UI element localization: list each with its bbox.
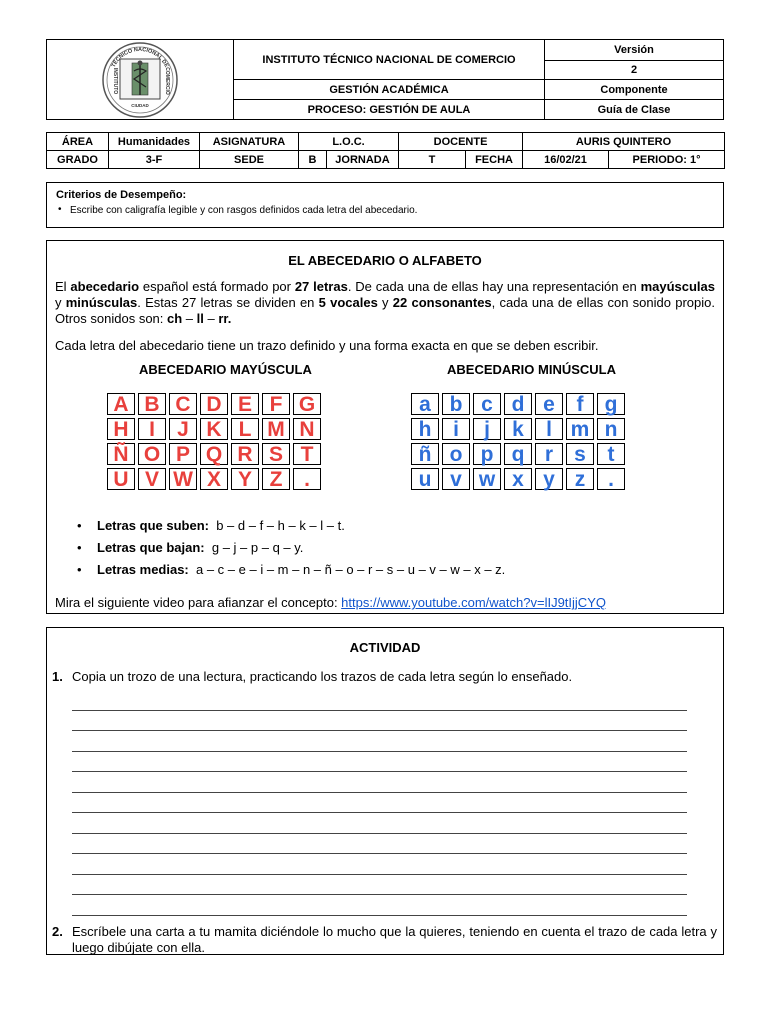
writing-line[interactable] [72, 854, 687, 875]
campus-label: SEDE [200, 151, 299, 169]
lowercase-letter-cell: r [535, 443, 563, 465]
lowercase-grid [411, 393, 625, 490]
uppercase-letter-cell: R [231, 443, 259, 465]
intro-text-segment: , cada una de ellas con sonido propio. Otros sonidos son: [55, 295, 715, 326]
intro-text-segment: español está formado por [139, 279, 295, 294]
lowercase-letter-cell: a [411, 393, 439, 415]
subject-value: L.O.C. [299, 133, 399, 151]
writing-line[interactable] [72, 875, 687, 896]
uppercase-letter-cell: P [169, 443, 197, 465]
writing-line[interactable] [72, 690, 687, 711]
rising-letters-value: b – d – f – h – k – l – t. [216, 518, 345, 533]
list-item [77, 537, 505, 559]
institution-seal-icon [98, 41, 182, 119]
lowercase-letter-cell: . [597, 468, 625, 490]
grade-value: 3-F [109, 151, 200, 169]
intro-text-segment: . Estas 27 letras se dividen en [137, 295, 319, 310]
uppercase-letter-cell: I [138, 418, 166, 440]
lowercase-letter-cell: c [473, 393, 501, 415]
descending-letters-label: Letras que bajan: [97, 540, 205, 555]
criteria-item: • Escribe con caligrafía legible y con rasgos definidos cada letra del abecedario. [56, 205, 714, 216]
intro-text-segment: 22 consonantes [392, 295, 492, 310]
lowercase-letter-cell: ñ [411, 443, 439, 465]
lowercase-letter-cell: n [597, 418, 625, 440]
shift-value: T [399, 151, 466, 169]
descending-letters-value: g – j – p – q – y. [211, 540, 304, 555]
lowercase-letter-cell: m [566, 418, 594, 440]
uppercase-letter-cell: U [107, 468, 135, 490]
date-label: FECHA [466, 151, 523, 169]
writing-lines[interactable] [72, 690, 687, 916]
middle-letters-label: Letras medias: [97, 562, 189, 577]
component-value: Guía de Clase [545, 100, 724, 120]
alphabet-section [46, 240, 724, 614]
uppercase-letter-cell: . [293, 468, 321, 490]
middle-letters-value: a – c – e – i – m – n – ñ – o – r – s – u – v – w – x – z. [196, 562, 506, 577]
uppercase-letter-cell: V [138, 468, 166, 490]
activity-item-2-text: Escríbele una carta a tu mamita diciéndole lo mucho que la quieres, teniendo en cuenta el trazo de cada letra y luego dibújate con ella. [72, 924, 717, 955]
uppercase-letter-cell: F [262, 393, 290, 415]
criteria-title: Criterios de Desempeño: [56, 189, 187, 201]
lowercase-letter-cell: h [411, 418, 439, 440]
version-label: Versión [545, 40, 724, 61]
activity-section [46, 627, 724, 955]
seal-left-text: INSTITUTO [112, 67, 118, 94]
uppercase-letter-cell: J [169, 418, 197, 440]
process-name: PROCESO: GESTIÓN DE AULA [234, 100, 545, 120]
intro-text-segment: mayúsculas [640, 279, 715, 294]
lowercase-letter-cell: f [566, 393, 594, 415]
uppercase-letter-cell: G [293, 393, 321, 415]
alphabet-stroke-paragraph: Cada letra del abecedario tiene un trazo definido y una forma exacta en que se deben escribir. [55, 338, 599, 353]
video-paragraph [55, 595, 606, 610]
rising-letters-label: Letras que suben: [97, 518, 209, 533]
lowercase-letter-cell: i [442, 418, 470, 440]
teacher-label: DOCENTE [399, 133, 523, 151]
lowercase-letter-cell: g [597, 393, 625, 415]
activity-item-2-number: 2. [52, 924, 63, 939]
uppercase-letter-cell: L [231, 418, 259, 440]
writing-line[interactable] [72, 711, 687, 732]
version-value: 2 [545, 61, 724, 80]
uppercase-letter-cell: Q [200, 443, 228, 465]
activity-item-1-number: 1. [52, 669, 63, 684]
activity-title: ACTIVIDAD [349, 640, 421, 655]
lowercase-letter-cell: t [597, 443, 625, 465]
uppercase-letter-cell: Z [262, 468, 290, 490]
lowercase-letter-cell: b [442, 393, 470, 415]
intro-text-segment: y [55, 295, 66, 310]
video-link[interactable]: https://www.youtube.com/watch?v=lIJ9tIjjCYQ [341, 595, 606, 610]
area-label: ÁREA [47, 133, 109, 151]
uppercase-letter-cell: M [262, 418, 290, 440]
uppercase-letter-cell: K [200, 418, 228, 440]
lowercase-letter-cell: p [473, 443, 501, 465]
intro-text-segment: El [55, 279, 71, 294]
uppercase-letter-cell: A [107, 393, 135, 415]
lowercase-letter-cell: k [504, 418, 532, 440]
uppercase-letter-cell: S [262, 443, 290, 465]
intro-text-segment: 27 letras [294, 279, 348, 294]
seal-top-text: TÉCNICO NACIONAL DE [110, 46, 170, 69]
lowercase-letter-cell: z [566, 468, 594, 490]
shift-label: JORNADA [327, 151, 399, 169]
uppercase-letter-cell: Y [231, 468, 259, 490]
uppercase-letter-cell: N [293, 418, 321, 440]
subject-label: ASIGNATURA [200, 133, 299, 151]
alphabet-intro-paragraph [55, 279, 715, 327]
uppercase-letter-cell: D [200, 393, 228, 415]
info-table [46, 132, 725, 169]
header-table [46, 39, 724, 120]
academic-area: GESTIÓN ACADÉMICA [234, 80, 545, 100]
component-label: Componente [545, 80, 724, 100]
lowercase-letter-cell: w [473, 468, 501, 490]
lowercase-letter-cell: u [411, 468, 439, 490]
lowercase-letter-cell: q [504, 443, 532, 465]
lowercase-letter-cell: y [535, 468, 563, 490]
lowercase-letter-cell: x [504, 468, 532, 490]
lowercase-letter-cell: l [535, 418, 563, 440]
writing-line[interactable] [72, 895, 687, 916]
logo-cell [47, 40, 234, 120]
grade-label: GRADO [47, 151, 109, 169]
lowercase-letter-cell: j [473, 418, 501, 440]
list-item [77, 515, 505, 537]
writing-line[interactable] [72, 772, 687, 793]
uppercase-letter-cell: O [138, 443, 166, 465]
intro-text-segment: 5 vocales [318, 295, 378, 310]
intro-text-segment: ch [167, 311, 183, 326]
seal-right-text: COMERCIO [164, 66, 170, 95]
uppercase-letter-cell: W [169, 468, 197, 490]
uppercase-letter-cell: T [293, 443, 321, 465]
uppercase-letter-cell: E [231, 393, 259, 415]
video-text: Mira el siguiente video para afianzar el concepto: [55, 595, 342, 610]
uppercase-letter-cell: H [107, 418, 135, 440]
area-value: Humanidades [109, 133, 200, 151]
intro-text-segment: – [182, 311, 197, 326]
uppercase-letter-cell: B [138, 393, 166, 415]
date-value: 16/02/21 [523, 151, 609, 169]
intro-text-segment: . De cada una de ellas hay una representación en [347, 279, 641, 294]
list-item [77, 559, 505, 581]
lowercase-letter-cell: o [442, 443, 470, 465]
writing-line[interactable] [72, 731, 687, 752]
period-value: PERIODO: 1° [609, 151, 725, 169]
activity-item-1 [52, 669, 572, 684]
activity-item-2 [52, 924, 717, 956]
intro-text-segment: abecedario [70, 279, 140, 294]
alphabet-title: EL ABECEDARIO O ALFABETO [288, 253, 482, 268]
lowercase-letter-cell: d [504, 393, 532, 415]
lowercase-letter-cell: v [442, 468, 470, 490]
criteria-box [46, 182, 724, 228]
intro-text-segment: – [203, 311, 219, 326]
uppercase-title: ABECEDARIO MAYÚSCULA [139, 362, 312, 377]
letter-types-list [77, 515, 505, 581]
intro-text-segment: rr. [218, 311, 232, 326]
activity-item-1-text: Copia un trozo de una lectura, practicando los trazos de cada letra según lo enseñado. [72, 669, 573, 684]
teacher-value: AURIS QUINTERO [523, 133, 725, 151]
lowercase-letter-cell: e [535, 393, 563, 415]
intro-text-segment: minúsculas [65, 295, 138, 310]
uppercase-letter-cell: Ñ [107, 443, 135, 465]
intro-text-segment: y [377, 295, 393, 310]
uppercase-grid [107, 393, 321, 490]
writing-line[interactable] [72, 834, 687, 855]
lowercase-title: ABECEDARIO MINÚSCULA [447, 362, 616, 377]
intro-text-segment: ll [196, 311, 204, 326]
institution-name: INSTITUTO TÉCNICO NACIONAL DE COMERCIO [234, 40, 545, 80]
writing-line[interactable] [72, 813, 687, 834]
campus-value: B [299, 151, 327, 169]
uppercase-letter-cell: C [169, 393, 197, 415]
uppercase-letter-cell: X [200, 468, 228, 490]
seal-bottom-text: CIUDAD [131, 102, 149, 108]
writing-line[interactable] [72, 793, 687, 814]
writing-line[interactable] [72, 752, 687, 773]
lowercase-letter-cell: s [566, 443, 594, 465]
